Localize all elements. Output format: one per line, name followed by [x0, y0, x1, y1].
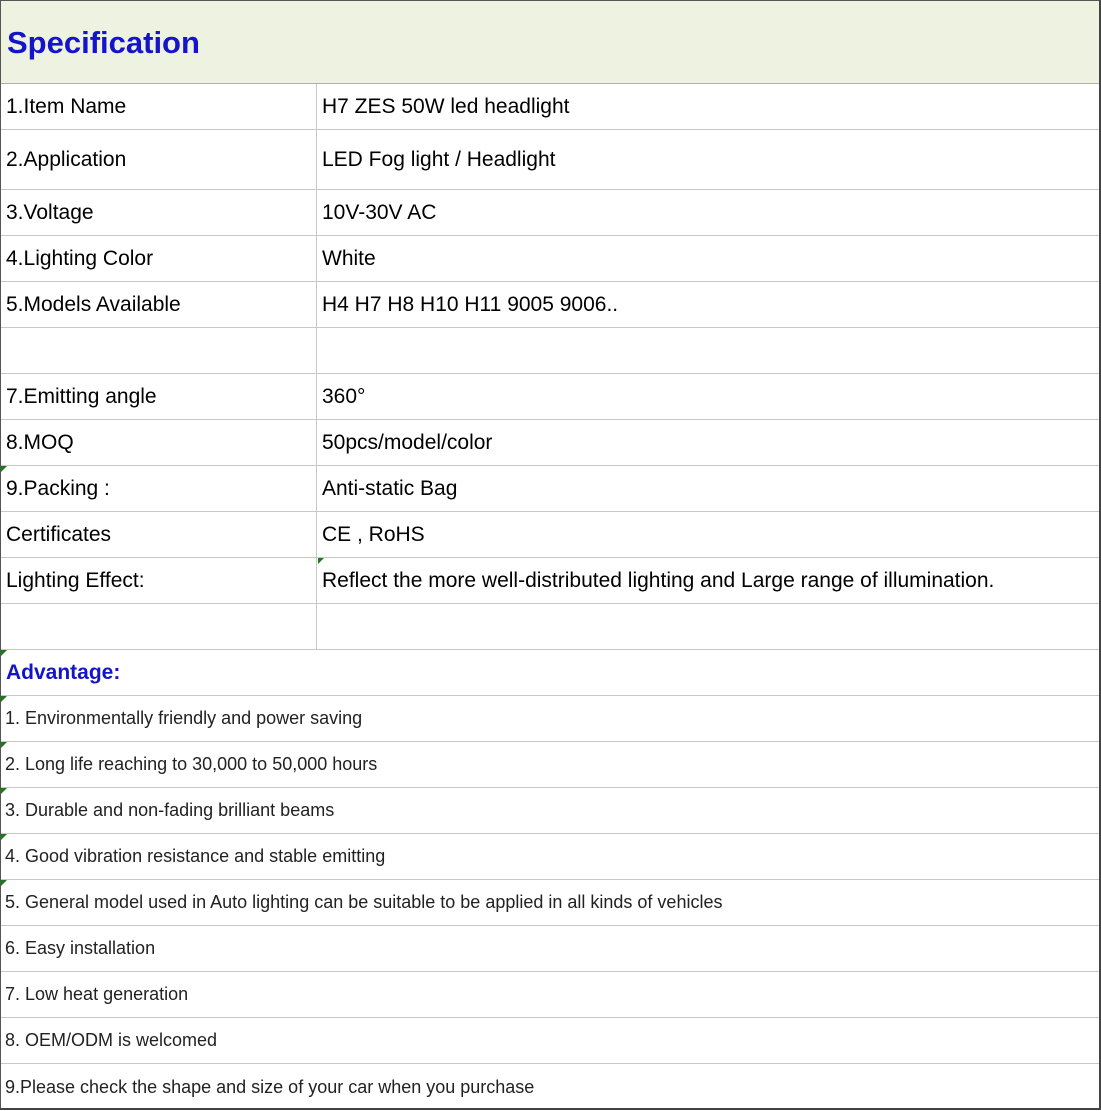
spec-label — [1, 604, 317, 649]
spec-row-application — [1, 130, 1100, 190]
spec-value: Reflect the more well-distributed lighting and Large range of illumination. — [322, 568, 995, 592]
spec-label: 8.MOQ — [1, 420, 317, 465]
advantage-text: 2. Long life reaching to 30,000 to 50,000 hours — [5, 754, 378, 774]
spec-row-certificates — [1, 512, 1100, 558]
spec-row-item-name — [1, 84, 1100, 130]
advantage-text: 4. Good vibration resistance and stable emitting — [5, 846, 386, 866]
spec-value: H7 ZES 50W led headlight — [322, 94, 570, 118]
spec-row-moq — [1, 420, 1100, 466]
advantage-item — [1, 1064, 1100, 1111]
spec-row-packing — [1, 466, 1100, 512]
advantage-text: 9.Please check the shape and size of your car when you purchase — [5, 1077, 535, 1097]
advantage-item — [1, 1018, 1100, 1064]
spec-value: H4 H7 H8 H10 H11 9005 9006.. — [322, 292, 619, 316]
advantage-text: 6. Easy installation — [5, 938, 156, 958]
advantage-text: 1. Environmentally friendly and power saving — [5, 708, 363, 728]
spec-label: 4.Lighting Color — [1, 236, 317, 281]
advantage-title: Advantage: — [6, 660, 121, 684]
page-title: Specification — [7, 25, 200, 60]
spec-label: 2.Application — [1, 130, 317, 189]
spec-label: 5.Models Available — [1, 282, 317, 327]
advantage-text: 8. OEM/ODM is welcomed — [5, 1030, 218, 1050]
advantage-title-row — [1, 650, 1100, 696]
advantage-item — [1, 788, 1100, 834]
spec-value: 50pcs/model/color — [322, 430, 493, 454]
spec-label: 3.Voltage — [1, 190, 317, 235]
advantage-item — [1, 696, 1100, 742]
spec-value: White — [322, 246, 376, 270]
spec-label: 9.Packing : — [1, 466, 317, 511]
spec-value: 10V-30V AC — [322, 200, 437, 224]
header-row — [1, 1, 1100, 84]
spec-value: Anti-static Bag — [322, 476, 458, 500]
spec-row-empty — [1, 604, 1100, 650]
advantage-text: 5. General model used in Auto lighting can be suitable to be applied in all kinds of vehicles — [5, 892, 723, 912]
spec-row-emitting-angle — [1, 374, 1100, 420]
advantage-item — [1, 742, 1100, 788]
spec-value — [317, 328, 1100, 373]
spec-value: LED Fog light / Headlight — [322, 147, 556, 171]
spec-label: 1.Item Name — [1, 84, 317, 129]
advantage-item — [1, 972, 1100, 1018]
cell-comment-marker — [1, 650, 7, 656]
advantage-item — [1, 880, 1100, 926]
advantage-item — [1, 834, 1100, 880]
spec-label — [1, 328, 317, 373]
spec-label: 7.Emitting angle — [1, 374, 317, 419]
spec-row-lighting-effect — [1, 558, 1100, 604]
spec-label: Certificates — [1, 512, 317, 557]
advantage-text: 7. Low heat generation — [5, 984, 189, 1004]
spec-row-voltage — [1, 190, 1100, 236]
spec-value: CE , RoHS — [322, 522, 425, 546]
spec-row-lighting-color — [1, 236, 1100, 282]
spec-value — [317, 604, 1100, 649]
spec-value: 360° — [322, 384, 366, 408]
spec-row-models — [1, 282, 1100, 328]
advantage-text: 3. Durable and non-fading brilliant beams — [5, 800, 335, 820]
spec-label: Lighting Effect: — [1, 558, 317, 603]
spec-row-empty — [1, 328, 1100, 374]
advantage-item — [1, 926, 1100, 972]
